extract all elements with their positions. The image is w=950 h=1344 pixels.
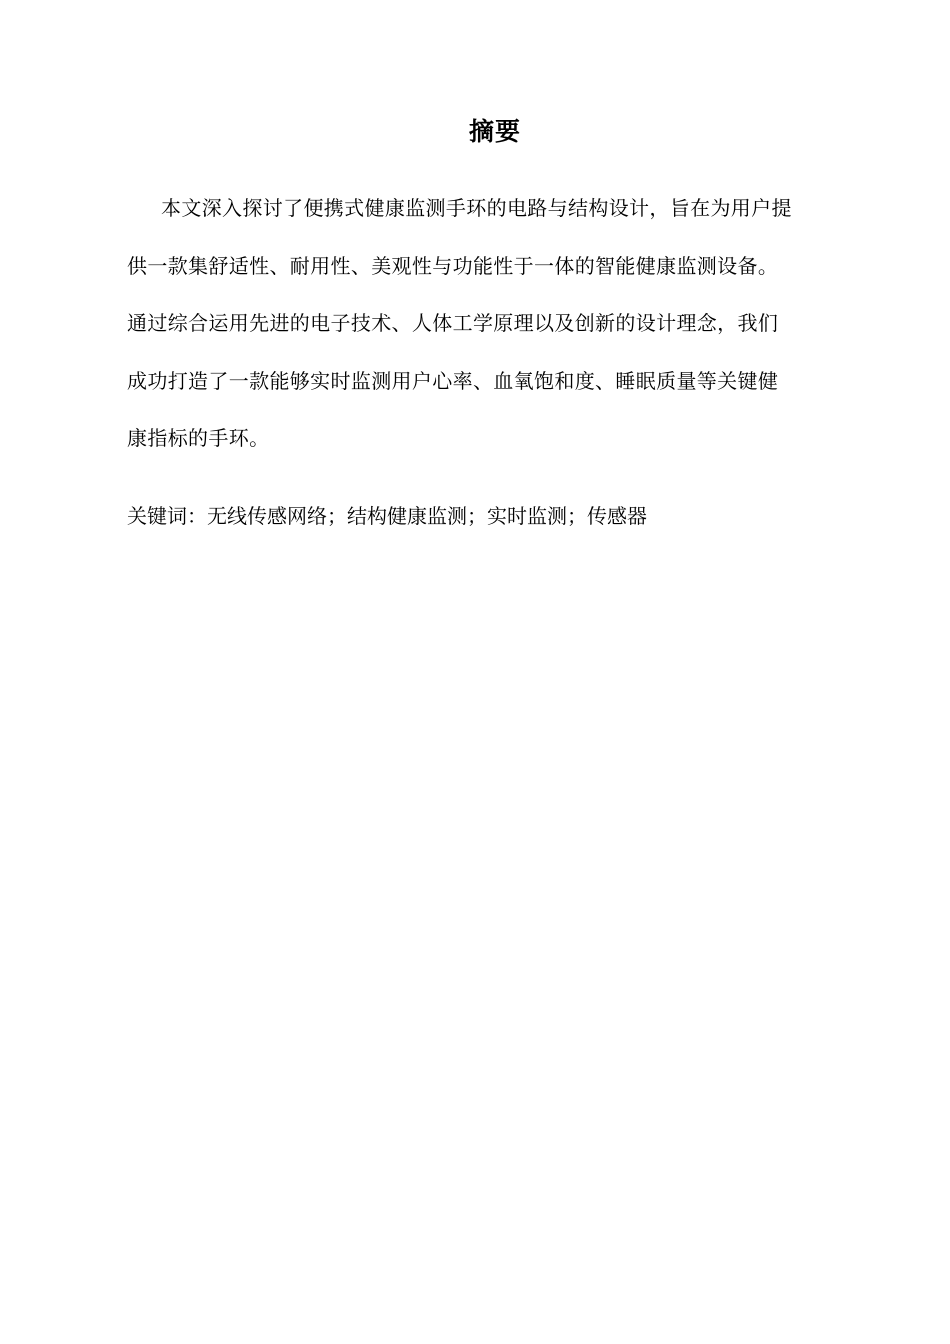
abstract-line: 成功打造了一款能够实时监测用户心率、血氧饱和度、睡眠质量等关键健	[127, 368, 779, 393]
abstract-line: 康指标的手环。	[127, 426, 270, 450]
keywords-text: 无线传感网络；结构健康监测；实时监测；传感器	[207, 504, 647, 528]
abstract-line: 通过综合运用先进的电子技术、人体工学原理以及创新的设计理念，我们	[127, 311, 779, 335]
abstract-line: 本文深入探讨了便携式健康监测手环的电路与结构设计，旨在为用户提	[161, 196, 792, 220]
abstract-line: 供一款集舒适性、耐用性、美观性与功能性于一体的智能健康监测设备。	[127, 253, 779, 278]
keywords-line	[127, 498, 857, 534]
abstract-paragraph	[127, 180, 857, 468]
keywords-label: 关键词：	[127, 504, 207, 528]
abstract-body	[127, 180, 857, 468]
page-title: 摘要	[468, 117, 521, 146]
